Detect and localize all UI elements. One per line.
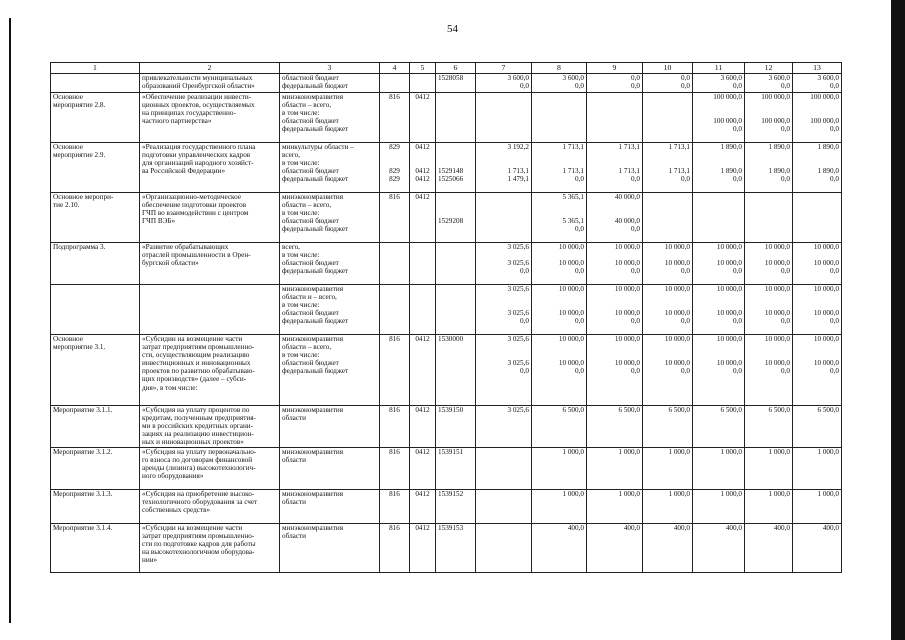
grbs-code-cell: 816 xyxy=(380,490,410,524)
year-amount-cell: 6 500,0 xyxy=(643,406,693,448)
year-amount-cell: 10 000,0 10 000,0 0,0 xyxy=(643,243,693,285)
year-amount-cell: 10 000,0 10 000,0 0,0 xyxy=(745,335,793,406)
grbs-code-cell xyxy=(380,285,410,335)
year-amount-cell: 6 500,0 xyxy=(745,406,793,448)
year-amount-cell: 1 000,0 xyxy=(532,490,587,524)
grbs-code-cell xyxy=(380,243,410,285)
event-name-cell: Основное мероприятие 2.9. xyxy=(51,143,140,193)
page-left-edge xyxy=(9,18,11,623)
year-amount-cell xyxy=(476,193,532,243)
event-title-cell: «Субсидия на уплату первоначально- го взноса по договорам финансовой аренды (лизинга) высокотехнологич- ного оборудования» xyxy=(140,448,280,490)
responsible-source-cell: минэкономразвития области xyxy=(280,490,380,524)
row-event-3-1-3 xyxy=(51,490,842,524)
year-amount-cell xyxy=(476,93,532,143)
event-name-cell: Основное мероприятие 3.1. xyxy=(51,335,140,406)
year-amount-cell: 10 000,0 10 000,0 0,0 xyxy=(532,243,587,285)
responsible-source-cell: минкультуры области – всего, в том числе: областной бюджет федеральный бюджет xyxy=(280,143,380,193)
event-title-cell: «Субсидии на возмещение части затрат предприятиям промышленно- сти, осуществляющим реализацию инвестиционных и инновационных проектов по развитию обрабатываю- щих производств» (далее – субси- дия», в том числе: xyxy=(140,335,280,406)
year-amount-cell: 10 000,0 10 000,0 0,0 xyxy=(793,243,842,285)
year-amount-cell: 10 000,0 10 000,0 0,0 xyxy=(693,285,745,335)
year-amount-cell xyxy=(693,193,745,243)
year-amount-cell: 10 000,0 10 000,0 0,0 xyxy=(693,243,745,285)
event-title-cell: «Реализация государственного плана подготовки управленческих кадров для организаций народного хозяйст- ва Российской Федерации» xyxy=(140,143,280,193)
target-article-cell xyxy=(436,285,476,335)
target-article-cell: 1529208 xyxy=(436,193,476,243)
year-amount-cell: 1 713,1 1 713,1 0,0 xyxy=(643,143,693,193)
year-amount-cell: 10 000,0 10 000,0 0,0 xyxy=(532,285,587,335)
event-title-cell: «Развитие обрабатывающих отраслей промышленности в Орен- бургской области» xyxy=(140,243,280,285)
year-amount-cell: 10 000,0 10 000,0 0,0 xyxy=(587,285,643,335)
year-amount-cell: 6 500,0 xyxy=(693,406,745,448)
section-code-cell: 0412 xyxy=(410,335,436,406)
header-cell: 13 xyxy=(793,63,842,74)
year-amount-cell: 400,0 xyxy=(745,524,793,573)
year-amount-cell: 0,0 0,0 xyxy=(587,74,643,93)
year-amount-cell: 3 025,6 xyxy=(476,406,532,448)
section-code-cell: 0412 xyxy=(410,93,436,143)
section-code-cell: 0412 xyxy=(410,524,436,573)
row-event-2-8 xyxy=(51,93,842,143)
header-cell: 10 xyxy=(643,63,693,74)
row-event-3-1-1 xyxy=(51,406,842,448)
year-amount-cell xyxy=(745,193,793,243)
target-article-cell: 1539153 xyxy=(436,524,476,573)
year-amount-cell: 0,0 0,0 xyxy=(643,74,693,93)
year-amount-cell: 6 500,0 xyxy=(587,406,643,448)
event-name-cell: Основное мероприятие 2.8. xyxy=(51,93,140,143)
year-amount-cell xyxy=(476,448,532,490)
year-amount-cell: 1 000,0 xyxy=(643,490,693,524)
event-name-cell: Мероприятие 3.1.3. xyxy=(51,490,140,524)
year-amount-cell: 1 890,0 1 890,0 0,0 xyxy=(693,143,745,193)
header-cell: 9 xyxy=(587,63,643,74)
header-cell: 2 xyxy=(140,63,280,74)
year-amount-cell: 1 890,0 1 890,0 0,0 xyxy=(793,143,842,193)
responsible-source-cell: минэкономразвития области xyxy=(280,406,380,448)
year-amount-cell: 1 000,0 xyxy=(587,448,643,490)
year-amount-cell: 10 000,0 10 000,0 0,0 xyxy=(793,335,842,406)
year-amount-cell xyxy=(643,193,693,243)
section-code-cell: 0412 xyxy=(410,193,436,243)
year-amount-cell: 10 000,0 10 000,0 0,0 xyxy=(587,243,643,285)
year-amount-cell xyxy=(643,93,693,143)
header-cell: 6 xyxy=(436,63,476,74)
grbs-code-cell xyxy=(380,74,410,93)
row-event-3-1-4 xyxy=(51,524,842,573)
responsible-source-cell: минэкономразвития области – всего, в том числе: областной бюджет федеральный бюджет xyxy=(280,193,380,243)
event-name-cell: Мероприятие 3.1.2. xyxy=(51,448,140,490)
header-cell: 1 xyxy=(51,63,140,74)
year-amount-cell: 1 000,0 xyxy=(793,448,842,490)
year-amount-cell: 100 000,0 100 000,0 0,0 xyxy=(693,93,745,143)
year-amount-cell: 1 000,0 xyxy=(532,448,587,490)
event-title-cell: привлекательности муниципальных образований Оренбургской области» xyxy=(140,74,280,93)
event-name-cell xyxy=(51,74,140,93)
year-amount-cell: 1 000,0 xyxy=(693,490,745,524)
event-title-cell: «Субсидии на возмещение части затрат предприятиям промышленно- сти по подготовке кадров для работы на высокотехнологичном оборудова- нии» xyxy=(140,524,280,573)
year-amount-cell: 3 025,6 3 025,6 0,0 xyxy=(476,285,532,335)
responsible-source-cell: областной бюджет федеральный бюджет xyxy=(280,74,380,93)
grbs-code-cell: 816 xyxy=(380,193,410,243)
target-article-cell: 1539152 xyxy=(436,490,476,524)
event-name-cell: Мероприятие 3.1.1. xyxy=(51,406,140,448)
year-amount-cell: 1 713,1 1 713,1 0,0 xyxy=(532,143,587,193)
year-amount-cell: 3 600,0 0,0 xyxy=(532,74,587,93)
year-amount-cell: 3 025,6 3 025,6 0,0 xyxy=(476,335,532,406)
year-amount-cell: 100 000,0 100 000,0 0,0 xyxy=(793,93,842,143)
grbs-code-cell: 816 xyxy=(380,448,410,490)
year-amount-cell: 3 192,2 1 713,1 1 479,1 xyxy=(476,143,532,193)
header-cell: 12 xyxy=(745,63,793,74)
responsible-source-cell: минэкономразвития области – всего, в том числе: областной бюджет федеральный бюджет xyxy=(280,93,380,143)
year-amount-cell: 1 000,0 xyxy=(587,490,643,524)
header-cell: 3 xyxy=(280,63,380,74)
row-event-2-10 xyxy=(51,193,842,243)
responsible-source-cell: минэкономразвития области xyxy=(280,448,380,490)
section-code-cell: 0412 0412 0412 xyxy=(410,143,436,193)
year-amount-cell: 400,0 xyxy=(643,524,693,573)
row-subprogram-3 xyxy=(51,243,842,285)
year-amount-cell: 10 000,0 10 000,0 0,0 xyxy=(693,335,745,406)
year-amount-cell: 3 600,0 0,0 xyxy=(476,74,532,93)
header-cell: 5 xyxy=(410,63,436,74)
page-number: 54 xyxy=(447,23,458,35)
event-title-cell: «Субсидия на приобретение высоко- технологичного оборудования за счет собственных средств» xyxy=(140,490,280,524)
year-amount-cell xyxy=(532,93,587,143)
target-article-cell: 1539151 xyxy=(436,448,476,490)
header-cell: 7 xyxy=(476,63,532,74)
year-amount-cell: 400,0 xyxy=(532,524,587,573)
year-amount-cell: 6 500,0 xyxy=(532,406,587,448)
year-amount-cell: 100 000,0 100 000,0 0,0 xyxy=(745,93,793,143)
grbs-code-cell: 816 xyxy=(380,406,410,448)
year-amount-cell xyxy=(793,193,842,243)
row-event-2-9 xyxy=(51,143,842,193)
event-title-cell: «Организационно-методическое обеспечение подготовки проектов ГЧП во взаимодействии с центром ГЧП ВЭБ» xyxy=(140,193,280,243)
row-event-3-1-2 xyxy=(51,448,842,490)
year-amount-cell: 400,0 xyxy=(587,524,643,573)
section-code-cell xyxy=(410,285,436,335)
grbs-code-cell: 816 xyxy=(380,524,410,573)
row-subprogram-3-ministry xyxy=(51,285,842,335)
year-amount-cell: 1 890,0 1 890,0 0,0 xyxy=(745,143,793,193)
responsible-source-cell: всего, в том числе: областной бюджет федеральный бюджет xyxy=(280,243,380,285)
event-title-cell xyxy=(140,285,280,335)
header-cell: 8 xyxy=(532,63,587,74)
year-amount-cell: 10 000,0 10 000,0 0,0 xyxy=(532,335,587,406)
year-amount-cell: 400,0 xyxy=(793,524,842,573)
table-header-row xyxy=(51,63,842,74)
year-amount-cell: 5 365,1 5 365,1 0,0 xyxy=(532,193,587,243)
event-name-cell: Основное меропри- тие 2.10. xyxy=(51,193,140,243)
section-code-cell: 0412 xyxy=(410,406,436,448)
year-amount-cell: 1 713,1 1 713,1 0,0 xyxy=(587,143,643,193)
section-code-cell: 0412 xyxy=(410,448,436,490)
target-article-cell: 1528058 xyxy=(436,74,476,93)
year-amount-cell: 10 000,0 10 000,0 0,0 xyxy=(793,285,842,335)
year-amount-cell: 40 000,0 40 000,0 0,0 xyxy=(587,193,643,243)
year-amount-cell: 6 500,0 xyxy=(793,406,842,448)
row-event-3-1 xyxy=(51,335,842,406)
year-amount-cell: 1 000,0 xyxy=(643,448,693,490)
grbs-code-cell: 816 xyxy=(380,93,410,143)
year-amount-cell: 3 025,6 3 025,6 0,0 xyxy=(476,243,532,285)
year-amount-cell: 1 000,0 xyxy=(793,490,842,524)
grbs-code-cell: 816 xyxy=(380,335,410,406)
year-amount-cell: 10 000,0 10 000,0 0,0 xyxy=(587,335,643,406)
responsible-source-cell: минэкономразвития области и – всего, в том числе: областной бюджет федеральный бюджет xyxy=(280,285,380,335)
section-code-cell xyxy=(410,74,436,93)
year-amount-cell xyxy=(587,93,643,143)
page-right-edge xyxy=(891,0,905,640)
year-amount-cell: 10 000,0 10 000,0 0,0 xyxy=(643,285,693,335)
budget-table-body xyxy=(51,63,842,573)
year-amount-cell: 1 000,0 xyxy=(745,448,793,490)
section-code-cell: 0412 xyxy=(410,490,436,524)
year-amount-cell: 1 000,0 xyxy=(693,448,745,490)
year-amount-cell: 3 600,0 0,0 xyxy=(793,74,842,93)
row-continued xyxy=(51,74,842,93)
target-article-cell xyxy=(436,93,476,143)
header-cell: 11 xyxy=(693,63,745,74)
year-amount-cell xyxy=(476,490,532,524)
year-amount-cell: 10 000,0 10 000,0 0,0 xyxy=(745,243,793,285)
target-article-cell: 1530000 xyxy=(436,335,476,406)
event-name-cell xyxy=(51,285,140,335)
event-title-cell: «Субсидия на уплату процентов по кредитам, полученным предприятия- ми в российских кредитных органи- зациях на реализацию инвестицион- ных и инновационных проектов» xyxy=(140,406,280,448)
year-amount-cell: 10 000,0 10 000,0 0,0 xyxy=(745,285,793,335)
year-amount-cell: 3 600,0 0,0 xyxy=(745,74,793,93)
responsible-source-cell: минэкономразвития области – всего, в том числе: областной бюджет федеральный бюджет xyxy=(280,335,380,406)
year-amount-cell: 10 000,0 10 000,0 0,0 xyxy=(643,335,693,406)
section-code-cell xyxy=(410,243,436,285)
year-amount-cell: 1 000,0 xyxy=(745,490,793,524)
header-cell: 4 xyxy=(380,63,410,74)
event-name-cell: Мероприятие 3.1.4. xyxy=(51,524,140,573)
target-article-cell xyxy=(436,243,476,285)
responsible-source-cell: минэкономразвития области xyxy=(280,524,380,573)
target-article-cell: 1539150 xyxy=(436,406,476,448)
event-name-cell: Подпрограмма 3. xyxy=(51,243,140,285)
grbs-code-cell: 829 829 829 xyxy=(380,143,410,193)
budget-table xyxy=(50,62,842,573)
target-article-cell: 1529148 1525066 xyxy=(436,143,476,193)
year-amount-cell: 3 600,0 0,0 xyxy=(693,74,745,93)
year-amount-cell: 400,0 xyxy=(693,524,745,573)
event-title-cell: «Обеспечение реализации инвести- ционных проектов, осуществляемых на принципах государственно- частного партнерства» xyxy=(140,93,280,143)
year-amount-cell xyxy=(476,524,532,573)
